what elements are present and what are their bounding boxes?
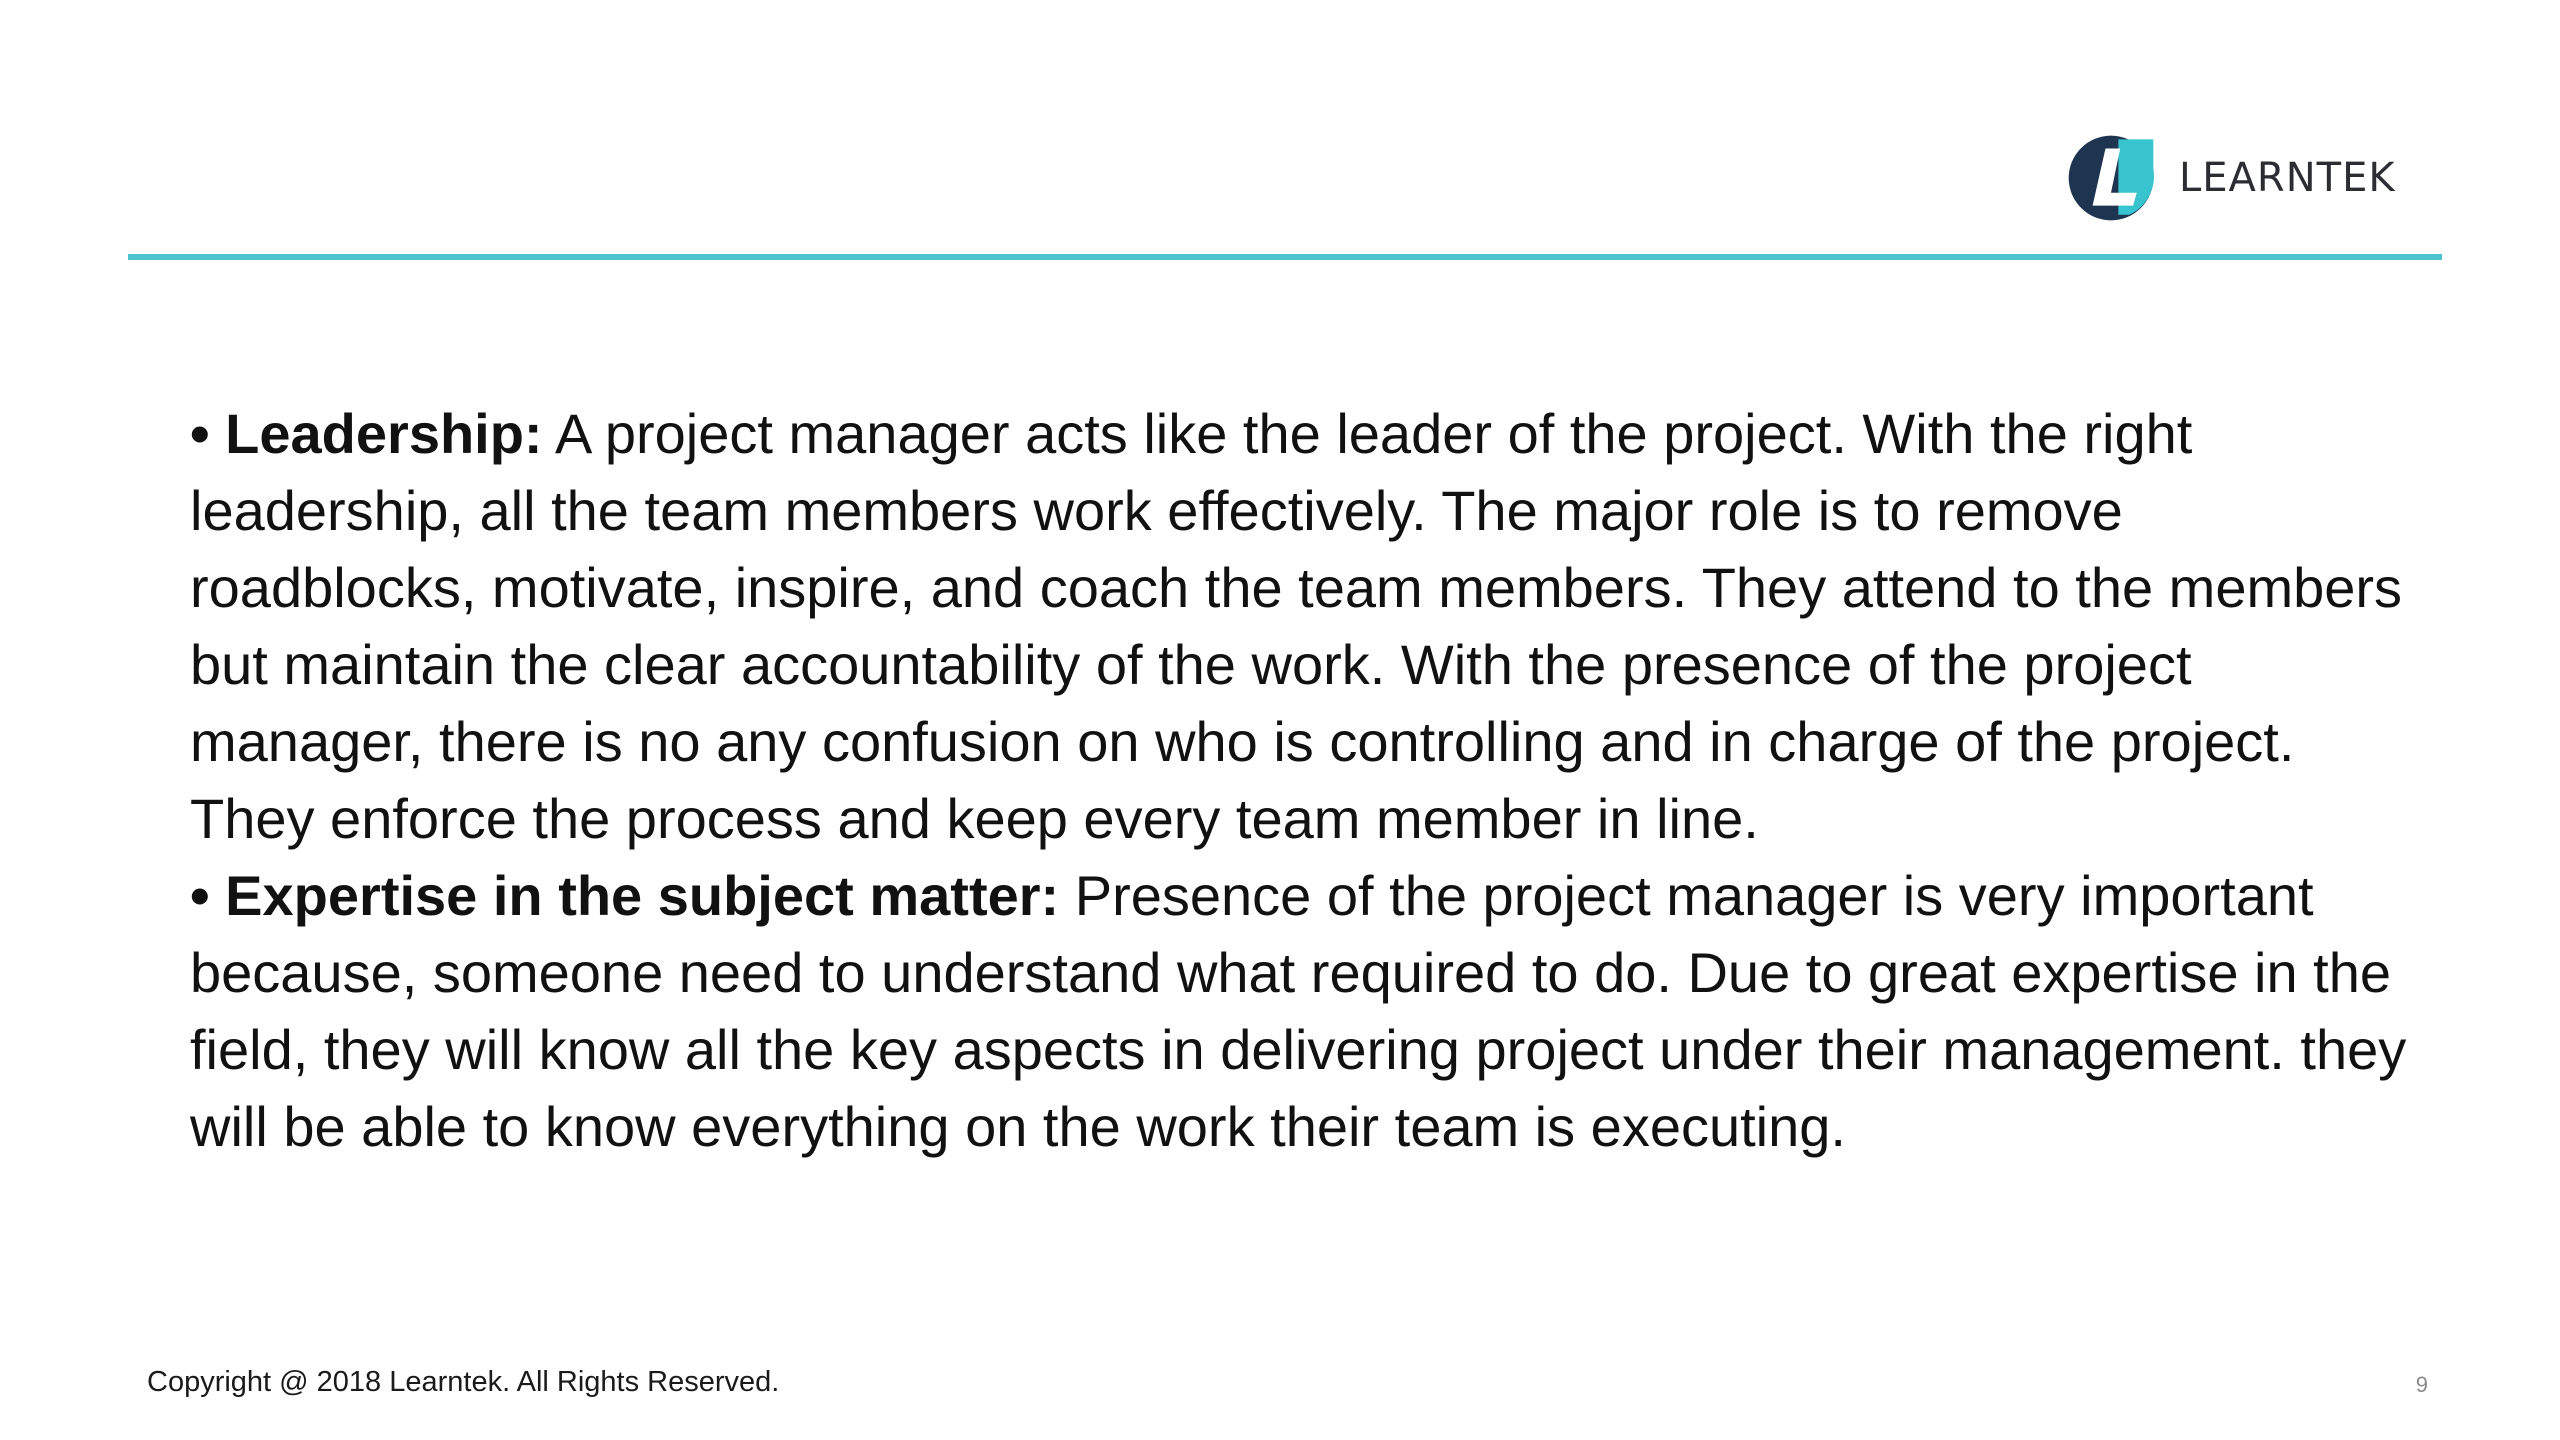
slide-body xyxy=(190,395,2420,1165)
logo-text: LEARNTEK xyxy=(2179,155,2396,201)
learntek-logo-icon xyxy=(2065,132,2157,224)
bullet-text: Presence of the project manager is very important because, someone need to understand what required to do. Due to great expertise in the field, they will know all the key aspects in delivering project under their management. they will be able to know everything on the work their team is executing. xyxy=(190,864,2407,1158)
bullet-title: Leadership: xyxy=(225,402,543,465)
header-divider xyxy=(128,254,2442,260)
page-number: 9 xyxy=(2415,1372,2428,1397)
bullet-text: A project manager acts like the leader of the project. With the right leadership, all the team members work effectively. The major role is to remove roadblocks, motivate, inspire, and coach the team members. They attend to the members but maintain the clear accountability of the work. With the presence of the project manager, there is no any confusion on who is controlling and in charge of the project. They enforce the process and keep every team member in line. xyxy=(190,402,2403,850)
bullet-item-expertise xyxy=(190,857,2420,1165)
footer-copyright: Copyright @ 2018 Learntek. All Rights Reserved. xyxy=(147,1366,780,1398)
bullet-item-leadership xyxy=(190,395,2420,857)
learntek-logo xyxy=(2065,128,2396,228)
bullet-marker: • xyxy=(190,402,210,465)
bullet-marker: • xyxy=(190,864,210,927)
bullet-title: Expertise in the subject matter: xyxy=(225,864,1060,927)
